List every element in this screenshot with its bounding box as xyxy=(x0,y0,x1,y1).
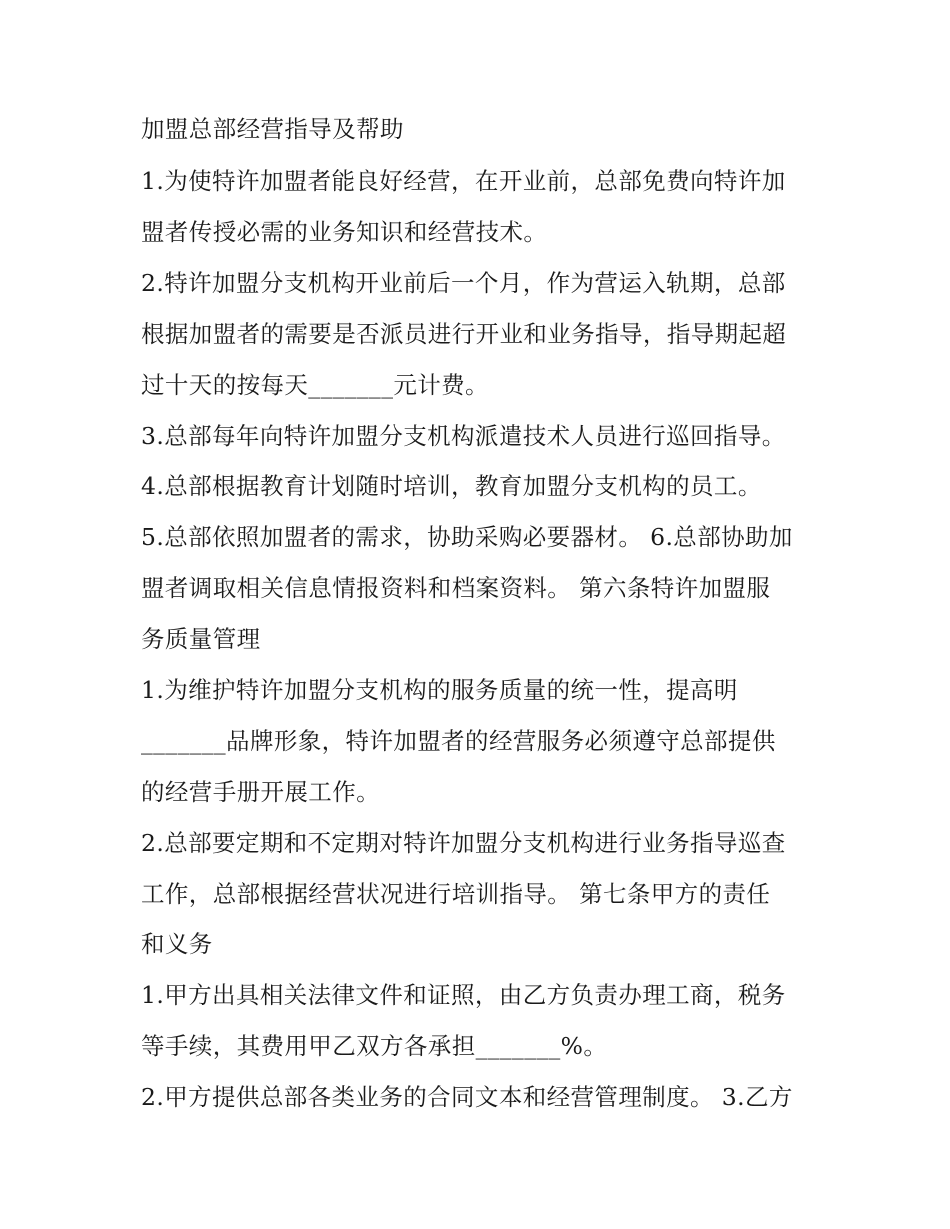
paragraph-line: 工作，总部根据经营状况进行培训指导。 第七条甲方的责任 xyxy=(141,880,771,908)
paragraph-line: 盟者调取相关信息情报资料和档案资料。 第六条特许加盟服 xyxy=(141,574,771,602)
paragraph-line: 1.为使特许加盟者能良好经营，在开业前，总部免费向特许加 xyxy=(141,167,786,195)
paragraph-line: _______品牌形象，特许加盟者的经营服务必须遵守总部提供 xyxy=(141,727,776,755)
paragraph-line: 的经营手册开展工作。 xyxy=(141,778,380,806)
paragraph-line: 2.特许加盟分支机构开业前后一个月，作为营运入轨期，总部 xyxy=(141,269,786,297)
paragraph-line: 4.总部根据教育计划随时培训，教育加盟分支机构的员工。 xyxy=(141,472,762,500)
section-heading: 加盟总部经营指导及帮助 xyxy=(141,115,404,143)
paragraph-line: 根据加盟者的需要是否派员进行开业和业务指导，指导期起超 xyxy=(141,320,787,348)
paragraph-line: 2.总部要定期和不定期对特许加盟分支机构进行业务指导巡查 xyxy=(141,829,786,857)
paragraph-line: 和义务 xyxy=(141,930,213,958)
paragraph-line: 5.总部依照加盟者的需求，协助采购必要器材。 6.总部协助加 xyxy=(141,523,793,551)
paragraph-line: 1.为维护特许加盟分支机构的服务质量的统一性，提高明 xyxy=(141,676,738,704)
paragraph-line: 2.甲方提供总部各类业务的合同文本和经营管理制度。 3.乙方 xyxy=(141,1083,793,1111)
paragraph-line: 盟者传授必需的业务知识和经营技术。 xyxy=(141,218,548,246)
paragraph-line: 1.甲方出具相关法律文件和证照，由乙方负责办理工商，税务 xyxy=(141,981,786,1009)
paragraph-line: 务质量管理 xyxy=(141,625,261,653)
paragraph-line: 3.总部每年向特许加盟分支机构派遣技术人员进行巡回指导。 xyxy=(141,422,786,450)
paragraph-line: 等手续，其费用甲乙双方各承担_______%。 xyxy=(141,1032,608,1060)
paragraph-line: 过十天的按每天_______元计费。 xyxy=(141,371,489,399)
